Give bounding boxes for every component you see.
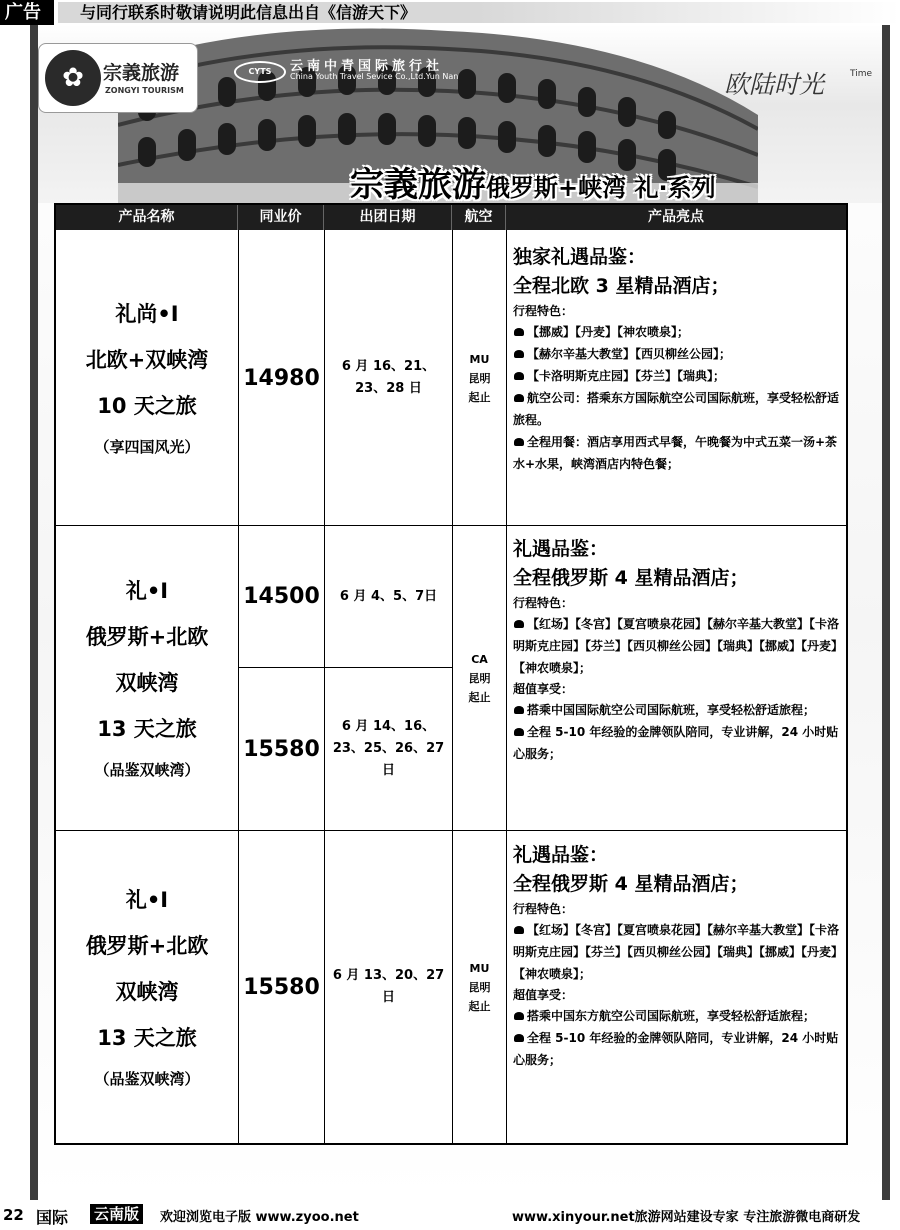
highlight-value-title: 超值享受： bbox=[513, 988, 574, 1002]
product-name-line: 礼尚•Ⅰ bbox=[115, 302, 179, 326]
highlight-title: 礼遇品鉴： bbox=[513, 538, 609, 560]
table-row-3-name bbox=[56, 831, 238, 1143]
product-name-line: 10 天之旅 bbox=[97, 394, 197, 418]
airline-note: 起止 bbox=[468, 690, 491, 704]
banner bbox=[38, 25, 882, 203]
product-name-line: 双峡湾 bbox=[115, 980, 179, 1004]
table-row-2a-date bbox=[325, 526, 452, 667]
table-row-1-price bbox=[239, 231, 324, 525]
agency-name-en: China Youth Travel Sevice Co.,Ltd.Yun Nan bbox=[290, 72, 459, 81]
highlight-features bbox=[513, 365, 840, 387]
departure-date: 6 月 16、21、23、28 日 bbox=[341, 359, 436, 396]
logo-en: ZONGYI TOURISM bbox=[105, 86, 184, 95]
footer-website: 欢迎浏览电子版 www.zyoo.net bbox=[160, 1210, 359, 1225]
product-table bbox=[54, 203, 848, 1145]
table-header bbox=[56, 205, 846, 230]
ad-label: 广告 bbox=[0, 0, 54, 25]
series-brand: 宗義旅游 bbox=[350, 165, 486, 203]
product-name-line: 北欧+双峡湾 bbox=[85, 348, 209, 372]
header-name: 产品名称 bbox=[56, 205, 238, 230]
price-value: 15580 bbox=[243, 736, 320, 762]
table-row-2b-date bbox=[325, 668, 452, 830]
airline-note: 起止 bbox=[468, 999, 491, 1013]
highlight-subtitle: 行程特色： bbox=[513, 596, 574, 610]
table-row-1-air bbox=[453, 231, 506, 525]
product-name-line: 13 天之旅 bbox=[97, 717, 197, 741]
table-row-2a-price bbox=[239, 526, 324, 667]
bullet-icon bbox=[513, 727, 525, 737]
bullet-icon bbox=[513, 371, 525, 381]
price-value: 14980 bbox=[243, 365, 320, 391]
series-rest: 俄罗斯+峡湾 礼·系列 bbox=[486, 174, 716, 202]
bullet-icon bbox=[513, 349, 525, 359]
highlight-features bbox=[513, 919, 840, 985]
departure-date: 6 月 4、5、7日 bbox=[339, 588, 438, 604]
airline-city: 昆明 bbox=[468, 371, 491, 385]
airline-code: MU bbox=[469, 352, 490, 366]
footer-promo: www.xinyour.net旅游网站建设专家 专注旅游微电商研发 bbox=[512, 1210, 861, 1225]
highlight-meal bbox=[513, 431, 840, 475]
product-name-line: 双峡湾 bbox=[115, 671, 179, 695]
feature-text: 【红场】【冬宫】【夏宫喷泉花园】【赫尔辛基大教堂】【卡洛明斯克庄园】【芬兰】【西贝柳丝公园】【瑞典】【挪威】【丹麦】【神农喷泉】； bbox=[513, 923, 840, 981]
highlight-hotel: 全程俄罗斯 4 星精品酒店； bbox=[513, 873, 749, 895]
table-row-3-price bbox=[239, 831, 324, 1143]
page-number: 22 bbox=[3, 1206, 24, 1224]
table-row-3-air bbox=[453, 831, 506, 1143]
product-name-line: 俄罗斯+北欧 bbox=[85, 625, 209, 649]
bullet-icon bbox=[513, 705, 525, 715]
highlight-features bbox=[513, 343, 840, 365]
departure-date: 6 月 14、16、23、25、26、27 日 bbox=[332, 719, 445, 778]
bullet-icon bbox=[513, 327, 525, 337]
airline-code: MU bbox=[469, 961, 490, 975]
bullet-icon bbox=[513, 619, 525, 629]
product-note: （享四国风光） bbox=[94, 438, 200, 456]
bullet-icon bbox=[513, 437, 525, 447]
table-row-2-name bbox=[56, 526, 238, 830]
zongyi-logo bbox=[38, 43, 198, 113]
guide-text: 全程 5-10 年经验的金牌领队陪同，专业讲解，24 小时贴心服务； bbox=[513, 725, 839, 761]
meal-text: 全程用餐：酒店享用西式早餐，午晚餐为中式五菜一汤+茶水+水果，峡湾酒店内特色餐； bbox=[513, 435, 838, 471]
highlight-hotel: 全程北欧 3 星精品酒店； bbox=[513, 275, 730, 297]
highlight-subtitle: 行程特色： bbox=[513, 902, 574, 916]
page-footer bbox=[0, 1200, 900, 1230]
logo-text: 宗義旅游 bbox=[103, 62, 180, 84]
feature-text: 【挪威】【丹麦】【神农喷泉】； bbox=[527, 325, 690, 339]
airline-text: 搭乘中国东方航空公司国际航班，享受轻松舒适旅程； bbox=[527, 1009, 816, 1023]
top-strip bbox=[0, 0, 900, 25]
airline-note: 起止 bbox=[468, 390, 491, 404]
highlight-subtitle: 行程特色： bbox=[513, 304, 574, 318]
series-title bbox=[350, 157, 716, 203]
highlight-airline bbox=[513, 1005, 840, 1027]
product-name-line: 13 天之旅 bbox=[97, 1026, 197, 1050]
footprint-icon: ✿ bbox=[45, 50, 101, 106]
table-row-1-highlights bbox=[507, 243, 846, 475]
airline-city: 昆明 bbox=[468, 980, 491, 994]
product-name-line: 礼•Ⅰ bbox=[125, 579, 169, 603]
bullet-icon bbox=[513, 1011, 525, 1021]
top-gradient bbox=[476, 2, 900, 23]
table-row-2b-price bbox=[239, 668, 324, 830]
product-name-line: 俄罗斯+北欧 bbox=[85, 934, 209, 958]
section-label: 国际 bbox=[36, 1208, 69, 1227]
product-note: （品鉴双峡湾） bbox=[94, 1070, 200, 1088]
product-note: （品鉴双峡湾） bbox=[94, 761, 200, 779]
slogan: 欧陆时光 bbox=[724, 70, 825, 99]
table-row-1-name bbox=[56, 231, 238, 525]
table-row-1-date bbox=[325, 231, 452, 525]
highlight-hotel: 全程俄罗斯 4 星精品酒店； bbox=[513, 567, 749, 589]
header-highlights: 产品亮点 bbox=[648, 209, 704, 225]
table-row-2-highlights bbox=[507, 535, 846, 765]
agency-name: 云南中青国际旅行社 bbox=[290, 59, 444, 74]
table-row-3-date bbox=[325, 831, 452, 1143]
airline-text: 搭乘中国国际航空公司国际航班，享受轻松舒适旅程； bbox=[527, 703, 816, 717]
ad-frame bbox=[30, 25, 890, 1200]
header-air: 航空 bbox=[452, 205, 506, 230]
bullet-icon bbox=[513, 925, 525, 935]
source-notice: 与同行联系时敬请说明此信息出自《信游天下》 bbox=[58, 2, 476, 23]
cyts-logo-icon: CYTS bbox=[234, 61, 286, 83]
header-date: 出团日期 bbox=[324, 205, 452, 230]
product-name-line: 礼•Ⅰ bbox=[125, 888, 169, 912]
departure-date: 6 月 13、20、27 日 bbox=[332, 968, 445, 1005]
header-price: 同业价 bbox=[238, 205, 324, 230]
price-value: 14500 bbox=[243, 584, 320, 609]
highlight-guide bbox=[513, 721, 840, 765]
ad-content bbox=[38, 25, 882, 1200]
slogan-time: Time bbox=[850, 69, 873, 79]
highlight-airline bbox=[513, 387, 840, 431]
airline-text: 航空公司：搭乘东方国际航空公司国际航班，享受轻松舒适旅程。 bbox=[513, 391, 840, 427]
feature-text: 【红场】【冬宫】【夏宫喷泉花园】【赫尔辛基大教堂】【卡洛明斯克庄园】【芬兰】【西贝柳丝公园】【瑞典】【挪威】【丹麦】【神农喷泉】； bbox=[513, 617, 840, 675]
highlight-features bbox=[513, 613, 840, 679]
highlight-value-title: 超值享受： bbox=[513, 682, 574, 696]
bullet-icon bbox=[513, 1033, 525, 1043]
highlight-title: 礼遇品鉴： bbox=[513, 844, 609, 866]
table-row-2-air bbox=[453, 526, 506, 830]
guide-text: 全程 5-10 年经验的金牌领队陪同，专业讲解，24 小时贴心服务； bbox=[513, 1031, 839, 1067]
feature-text: 【卡洛明斯克庄园】【芬兰】【瑞典】； bbox=[527, 369, 726, 383]
highlight-title: 独家礼遇品鉴： bbox=[513, 246, 647, 268]
bullet-icon bbox=[513, 393, 525, 403]
edition-label: 云南版 bbox=[90, 1204, 143, 1224]
price-value: 15580 bbox=[243, 974, 320, 1000]
table-row-3-highlights bbox=[507, 841, 846, 1071]
airline-city: 昆明 bbox=[468, 671, 491, 685]
highlight-guide bbox=[513, 1027, 840, 1071]
highlight-airline bbox=[513, 699, 840, 721]
highlight-features bbox=[513, 321, 840, 343]
feature-text: 【赫尔辛基大教堂】【西贝柳丝公园】； bbox=[527, 347, 732, 361]
airline-code: CA bbox=[471, 652, 488, 666]
